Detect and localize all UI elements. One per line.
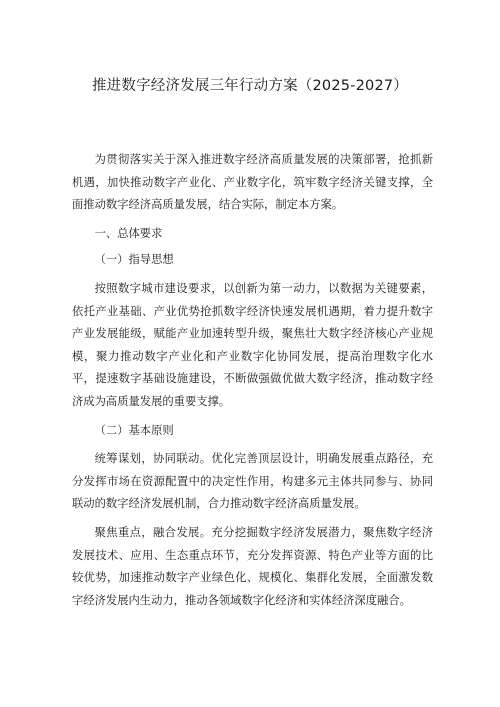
principle-coordination-paragraph: 统筹谋划，协同联动。优化完善顶层设计，明确发展重点路径，充分发挥市场在资源配置中的决定性作用，构建多元主体共同参与、协同联动的数字经济发展机制，合力推动数字经济高质量发展。: [72, 452, 433, 511]
subsection-heading-guiding-ideology: （一）指导思想: [94, 253, 174, 267]
document-body: [72, 149, 433, 612]
subsection-heading-basic-principles: （二）基本原则: [94, 423, 174, 437]
document-title: 推进数字经济发展三年行动方案（2025-2027）: [91, 78, 409, 94]
principle-focus-integration-paragraph: 聚焦重点，融合发展。充分挖掘数字经济发展潜力，聚焦数字经济发展技术、应用、生态重点环节，充分发挥资源、特色产业等方面的比较优势，加速推动数字产业绿色化、规模化、集群化发展，全面激发数字经济发展内生动力，推动各领域数字化经济和实体经济深度融合。: [72, 525, 433, 607]
section-heading-overall-requirements: 一、总体要求: [94, 226, 163, 240]
intro-paragraph: 为贯彻落实关于深入推进数字经济高质量发展的决策部署，抢抓新机遇，加快推动数字产业化、产业数字化，筑牢数字经济关键支撑，全面推动数字经济高质量发展，结合实际，制定本方案。: [72, 153, 433, 212]
guiding-ideology-paragraph: 按照数字城市建设要求，以创新为第一动力，以数据为关键要素，依托产业基础、产业优势抢抓数字经济快速发展机遇期，着力提升数字产业发展能级，赋能产业加速转型升级，聚焦壮大数字经济核心产业规模，聚力推动数字产业化和产业数字化协同发展，提高治理数字化水平，提速数字基础设施建设，不断做强做优做大数字经济，推动数字经济成为高质量发展的重要支撑。: [72, 281, 433, 408]
